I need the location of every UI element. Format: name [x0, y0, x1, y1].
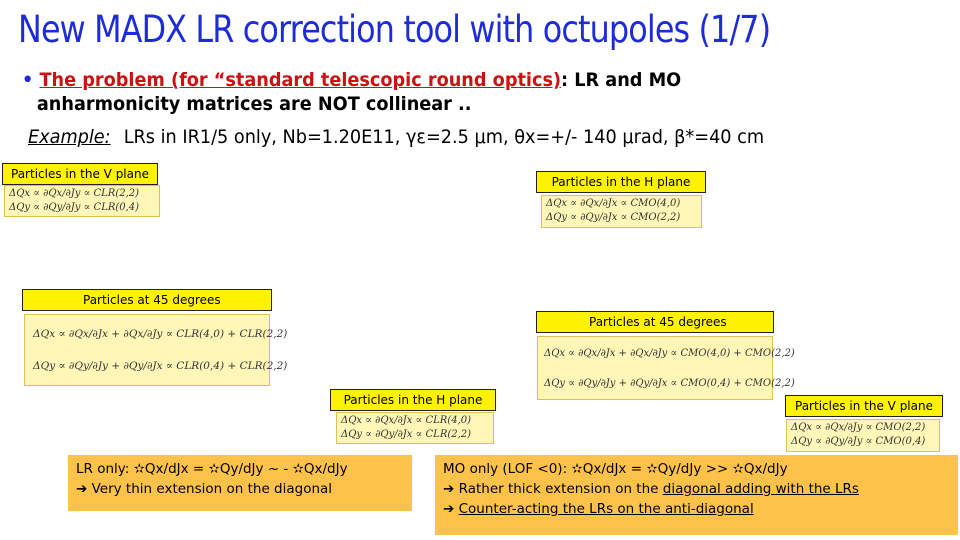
- formula-row: ΔQy ∝ ∂Qy/∂Jy + ∂Qy/∂Jx ∝ CLR(0,4) + CLR(2,2): [33, 360, 288, 372]
- mo-only-note: [435, 455, 958, 535]
- formula-row: ΔQx ∝ ∂Qx/∂Jx + ∂Qx/∂Jy ∝ CMO(4,0) + CMO(2,2): [544, 348, 795, 359]
- formula-row: ΔQy ∝ ∂Qy/∂Jy ∝ CMO(0,4): [791, 436, 926, 447]
- mo-note-underlined: diagonal adding with the LRs: [662, 481, 859, 497]
- lr-only-note: [68, 455, 412, 511]
- mo-note-text: Rather thick extension on the: [458, 481, 659, 497]
- slide-title: New MADX LR correction tool with octupoles (1/7): [18, 8, 771, 51]
- problem-line2: anharmonicity matrices are NOT collinear ..: [36, 93, 472, 115]
- formula-row: ΔQx ∝ ∂Qx/∂Jy ∝ CMO(2,2): [791, 422, 926, 433]
- mo-note-line1: MO only (LOF <0): ✫Qx/dJx = ✫Qy/dJy >> ✫Qx/dJy: [443, 461, 788, 477]
- formula-row: ΔQx ∝ ∂Qx/∂Jx ∝ CLR(4,0): [341, 415, 472, 426]
- example-line: [28, 126, 764, 148]
- mo-note-text-3: Counter-acting the LRs on the anti-diagonal: [458, 501, 754, 517]
- formula-row: ΔQy ∝ ∂Qy/∂Jy ∝ CLR(0,4): [9, 202, 140, 213]
- mo-note-line3: [443, 499, 950, 519]
- mo-h-plane-header: Particles in the H plane: [536, 171, 706, 193]
- arrow-icon: ➔: [443, 481, 455, 497]
- example-label: Example:: [28, 126, 111, 148]
- lr-h-plane-formula: [336, 412, 494, 444]
- lr-45-degrees-formula: [24, 314, 288, 386]
- formula-row: ΔQy ∝ ∂Qy/∂Jx ∝ CLR(2,2): [341, 429, 472, 440]
- lr-v-plane-formula: [4, 185, 160, 217]
- lr-note-text: Very thin extension on the diagonal: [91, 481, 333, 497]
- example-text: LRs in IR1/5 only, Nb=1.20E11, γε=2.5 μm, θx=+/- 140 μrad, β*=40 cm: [123, 126, 765, 148]
- formula-row: ΔQx ∝ ∂Qx/∂Jy ∝ CLR(2,2): [9, 188, 140, 199]
- problem-highlight: The problem (for “standard telescopic round optics): [39, 69, 562, 91]
- lr-45-degrees-header: Particles at 45 degrees: [22, 289, 272, 311]
- mo-h-plane-formula: [541, 195, 702, 228]
- formula-row: ΔQx ∝ ∂Qx/∂Jx + ∂Qx/∂Jy ∝ CLR(4,0) + CLR(2,2): [33, 328, 288, 340]
- mo-v-plane-formula: [786, 419, 940, 452]
- mo-note-line2: [443, 479, 950, 499]
- formula-row: ΔQy ∝ ∂Qy/∂Jx ∝ CMO(2,2): [546, 212, 681, 223]
- problem-rest: : LR and MO: [561, 69, 682, 91]
- lr-note-line1: LR only: ✫Qx/dJx = ✫Qy/dJy ~ - ✫Qx/dJy: [76, 461, 348, 477]
- arrow-icon: ➔: [76, 481, 88, 497]
- lr-note-line2: [76, 479, 404, 499]
- mo-v-plane-header: Particles in the V plane: [785, 395, 943, 417]
- mo-45-degrees-header: Particles at 45 degrees: [536, 311, 774, 333]
- formula-row: ΔQy ∝ ∂Qy/∂Jy + ∂Qy/∂Jx ∝ CMO(0,4) + CMO(2,2): [544, 378, 795, 389]
- bullet-marker: •: [22, 69, 34, 91]
- mo-45-degrees-formula: [537, 336, 795, 400]
- lr-h-plane-header: Particles in the H plane: [330, 389, 496, 411]
- arrow-icon: ➔: [443, 501, 455, 517]
- lr-v-plane-header: Particles in the V plane: [2, 163, 158, 185]
- formula-row: ΔQx ∝ ∂Qx/∂Jx ∝ CMO(4,0): [546, 198, 681, 209]
- problem-bullet: [22, 68, 859, 116]
